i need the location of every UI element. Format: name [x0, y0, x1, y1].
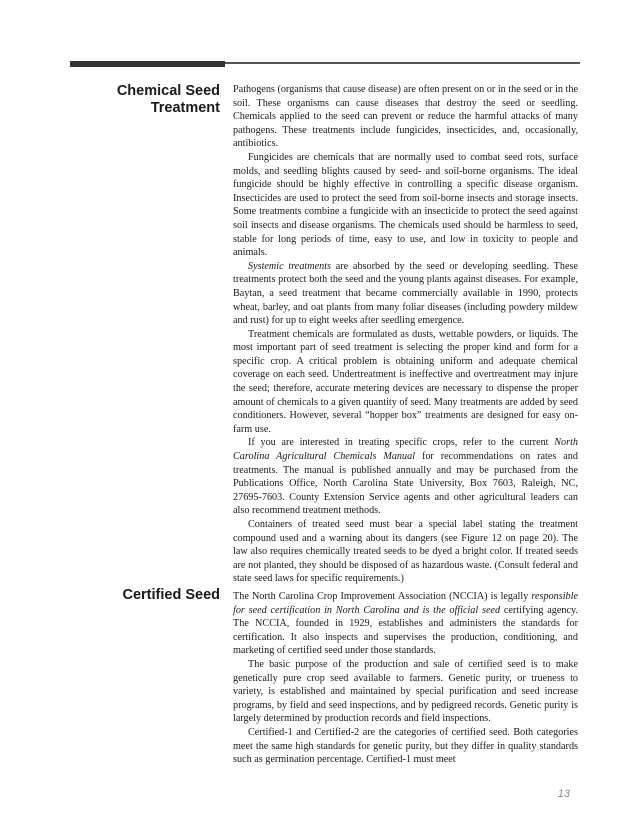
paragraph-text: are absorbed by the seed or developing seedling. These treatments protect both the seed and the young plants against diseases. For example, Baytan, a seed treatment that became commercially available in 1990, protects wheat, barley, and oat plants from many foliar diseases (including powdery mildew and rust) for up to eight weeks after seedling emergence. — [233, 260, 578, 327]
chemical-seed-treatment-body — [233, 83, 578, 586]
paragraph — [233, 260, 578, 328]
emphasis: responsible for seed certification in North Carolina and is the official seed — [233, 591, 578, 616]
section-heading-chemical-seed-treatment — [100, 83, 220, 117]
paragraph: Certified-1 and Certified-2 are the categories of certified seed. Both categories meet the same high standards for genetic purity, but they differ in quality standards such as germination percentage. Certified-1 must meet — [233, 726, 578, 766]
heading-line-1: Certified Seed — [122, 587, 220, 603]
paragraph-text: certifying agency. The NCCIA, founded in 1929, establishes and administers the standards for certification. It also inspects and supervises the production, conditioning, and marketing of certified seed under those standards. — [233, 604, 578, 657]
manual-title: North Carolina Agricultural Chemicals Manual — [233, 437, 578, 463]
paragraph: Fungicides are chemicals that are normally used to combat seed rots, surface molds, and seedling blights caused by seed- and soil-borne organisms. The ideal fungicide should be highly effective in controlling a specific disease organism. Insecticides are used to protect the seed from soil-borne insects and storage insects. Some treatments combine a fungicide with an insecticide to protect the seed against soil insects and disease organisms. The chemicals used should be harmless to seed, stable for long periods of time, easy to use, and low in toxicity to people and animals. — [233, 151, 578, 259]
certified-seed-body — [233, 590, 578, 767]
paragraph-text: for recommendations on rates and treatments. The manual is published annually and may be purchased from the Publications Office, North Carolina State University, Box 7603, Raleigh, NC, 27695-7603. County Extension Service agents and other agricultural leaders can also recommend treatment methods. — [233, 451, 578, 517]
paragraph-text: The North Carolina Crop Improvement Association (NCCIA) is legally — [233, 591, 532, 602]
section-heading-certified-seed — [100, 587, 220, 604]
paragraph: The basic purpose of the production and sale of certified seed is to make genetically pure crop seed available to farmers. Genetic purity, or trueness to variety, is established and maintained by special purification and seed increase programs, by field and seed inspections, and by pedigreed records. Genetic purity is largely determined by production records and field inspections. — [233, 658, 578, 725]
paragraph: Pathogens (organisms that cause disease) are often present on or in the seed or in the soil. These organisms can cause diseases that destroy the seed or seedling. Chemicals applied to the seed can prevent or reduce the harmful attacks of many pathogens. These treatments include fungicides, insecticides, and, occasionally, antibiotics. — [233, 84, 578, 150]
heading-line-2: Treatment — [150, 100, 220, 116]
paragraph — [233, 436, 578, 518]
paragraph: Containers of treated seed must bear a special label stating the treatment compound used and a warning about its dangers (see Figure 12 on page 20). The law also requires chemically treated seeds to be dyed a bright color. If treated seeds are not planted, they should be disposed of as hazardous waste. (Consult federal and state seed laws for specific requirements.) — [233, 519, 578, 585]
paragraph-text: If you are interested in treating specific crops, refer to the current — [248, 437, 555, 449]
page-number: 13 — [557, 788, 570, 800]
emphasis: Systemic treatments — [248, 260, 332, 272]
paragraph: Treatment chemicals are formulated as dusts, wettable powders, or liquids. The most important part of seed treatment is selecting the proper kind and form for a specific crop. A critical problem is obtaining uniform and adequate chemical coverage on each seed. Undertreatment is ineffective and overtreatment may injure the seed; therefore, accurate metering devices are necessary to dispense the proper amount of chemicals to a given quantity of seed. Many treatments are added by seed conditioners. However, several “hopper box” treatments are designed for easy on-farm use. — [233, 328, 578, 435]
paragraph — [233, 590, 578, 658]
heading-line-1: Chemical Seed — [116, 83, 220, 99]
header-rule-accent — [70, 61, 225, 67]
